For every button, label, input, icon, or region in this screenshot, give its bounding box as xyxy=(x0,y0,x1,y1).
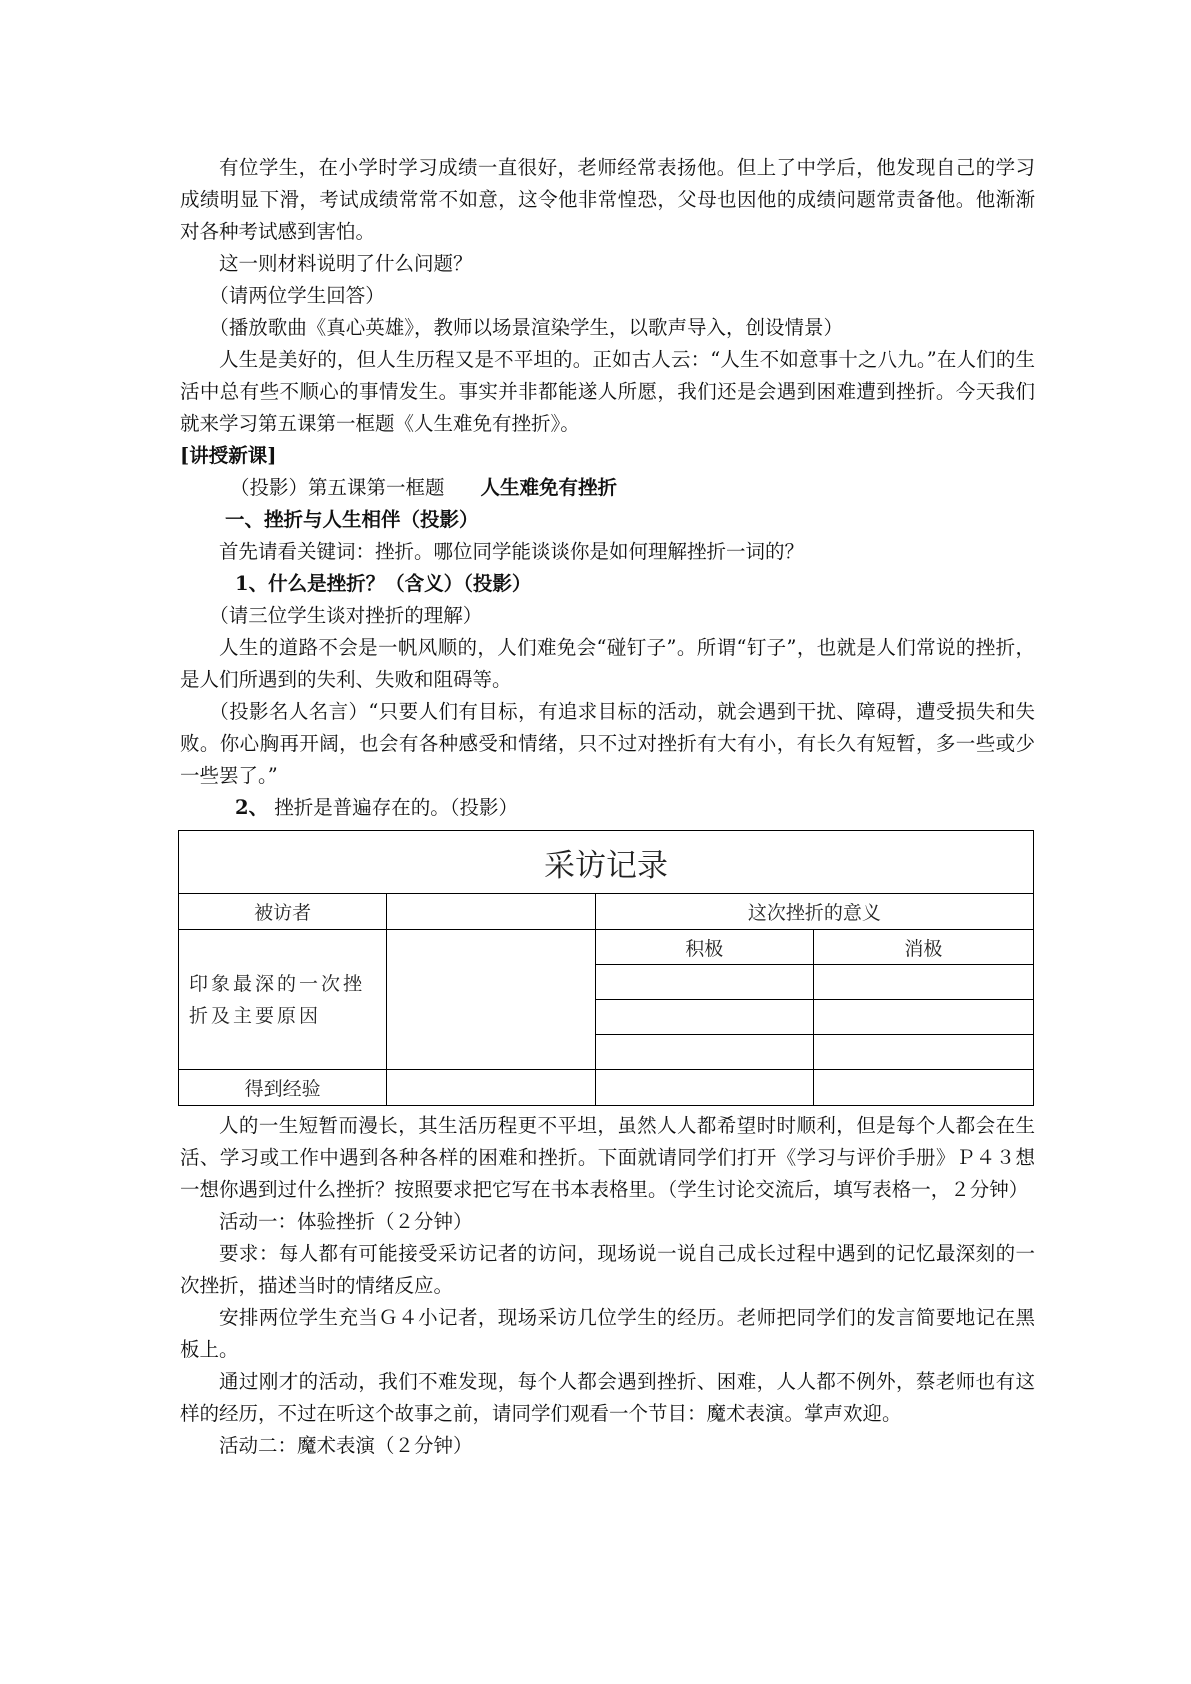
paragraph-road: 人生的道路不会是一帆风顺的，人们难免会“碰钉子”。所谓“钉子”，也就是人们常说的挫折，是人们所遇到的失利、失败和阻碍等。 xyxy=(180,636,1035,691)
negative-header: 消极 xyxy=(813,930,1033,965)
positive-cell[interactable] xyxy=(595,1035,813,1070)
paragraph-activity-two: 活动二：魔术表演（２分钟） xyxy=(219,1434,473,1457)
paragraph-requirement: 要求：每人都有可能接受采访记者的访问，现场说一说自己成长过程中遇到的记忆最深刻的一次挫折，描述当时的情绪反应。 xyxy=(180,1242,1035,1297)
interviewee-cell[interactable] xyxy=(387,894,595,930)
interviewee-label: 被访者 xyxy=(179,894,387,930)
paragraph-quote: （投影名人名言）“只要人们有目标，有追求目标的活动，就会遇到干扰、障碍，遭受损失和失败。你心胸再开阔，也会有各种感受和情绪，只不过对挫折有大有小，有长久有短暂，多一些或少一些罢了。” xyxy=(180,700,1035,787)
paragraph-reporters: 安排两位学生充当Ｇ４小记者，现场采访几位学生的经历。老师把同学们的发言简要地记在黑板上。 xyxy=(180,1306,1035,1361)
paragraph-life-journey: 人的一生短暂而漫长，其生活历程更不平坦，虽然人人都希望时时顺利，但是每个人都会在生活、学习或工作中遇到各种各样的困难和挫折。下面就请同学们打开《学习与评价手册》Ｐ４３想一想你遇到过什么挫折？按照要求把它写在书本表格里。（学生讨论交流后，填写表格一，２分钟） xyxy=(180,1114,1035,1201)
experience-cell[interactable] xyxy=(387,1070,595,1106)
section-label: [讲授新课] xyxy=(180,444,277,467)
document-page xyxy=(180,152,1035,1462)
deepest-frustration-label: 印象最深的一次挫折及主要原因 xyxy=(179,930,387,1070)
paragraph-student-story: 有位学生，在小学时学习成绩一直很好，老师经常表扬他。但上了中学后，他发现自己的学习成绩明显下滑，考试成绩常常不如意，这令他非常惶恐，父母也因他的成绩问题常责备他。他渐渐对各种考试感到害怕。 xyxy=(180,156,1035,243)
interview-record-table xyxy=(178,830,1034,1106)
paragraph-keyword: 首先请看关键词：挫折。哪位同学能谈谈你是如何理解挫折一词的？ xyxy=(219,540,805,563)
positive-cell[interactable] xyxy=(595,965,813,1000)
lesson-title-line xyxy=(180,472,1035,504)
heading-universal xyxy=(180,792,1035,824)
paragraph-two-students: （请两位学生回答） xyxy=(209,284,385,307)
experience-cell[interactable] xyxy=(595,1070,813,1106)
negative-cell[interactable] xyxy=(813,1000,1033,1035)
positive-cell[interactable] xyxy=(595,1000,813,1035)
paragraph-three-students: （请三位学生谈对挫折的理解） xyxy=(209,604,483,627)
negative-cell[interactable] xyxy=(813,965,1033,1000)
table-title: 采访记录 xyxy=(179,831,1034,894)
positive-header: 积极 xyxy=(595,930,813,965)
experience-cell[interactable] xyxy=(813,1070,1033,1106)
paragraph-activity-one: 活动一：体验挫折（２分钟） xyxy=(219,1210,473,1233)
paragraph-song: （播放歌曲《真心英雄》，教师以场景渲染学生，以歌声导入，创设情景） xyxy=(209,316,844,339)
heading-universal-number: 2、 xyxy=(235,796,269,819)
lesson-prefix: （投影）第五课第一框题 xyxy=(230,476,445,499)
paragraph-magic-intro: 通过刚才的活动，我们不难发现，每个人都会遇到挫折、困难，人人都不例外，蔡老师也有这样的经历，不过在听这个故事之前，请同学们观看一个节目：魔术表演。掌声欢迎。 xyxy=(180,1370,1035,1425)
paragraph-intro: 人生是美好的，但人生历程又是不平坦的。正如古人云：“人生不如意事十之八九。”在人们的生活中总有些不顺心的事情发生。事实并非都能遂人所愿，我们还是会遇到困难遭到挫折。今天我们就来学习第五课第一框题《人生难免有挫折》。 xyxy=(180,348,1035,435)
paragraph-question: 这一则材料说明了什么问题？ xyxy=(219,252,473,275)
heading-one: 一、挫折与人生相伴（投影） xyxy=(225,508,479,531)
heading-what-is-frustration: 1、什么是挫折？（含义）（投影） xyxy=(235,572,532,595)
meaning-header: 这次挫折的意义 xyxy=(595,894,1033,930)
heading-universal-text: 挫折是普遍存在的。（投影） xyxy=(274,796,519,819)
lesson-title: 人生难免有挫折 xyxy=(480,476,618,499)
negative-cell[interactable] xyxy=(813,1035,1033,1070)
experience-label: 得到经验 xyxy=(179,1070,387,1106)
deepest-frustration-cell[interactable] xyxy=(387,930,595,1070)
